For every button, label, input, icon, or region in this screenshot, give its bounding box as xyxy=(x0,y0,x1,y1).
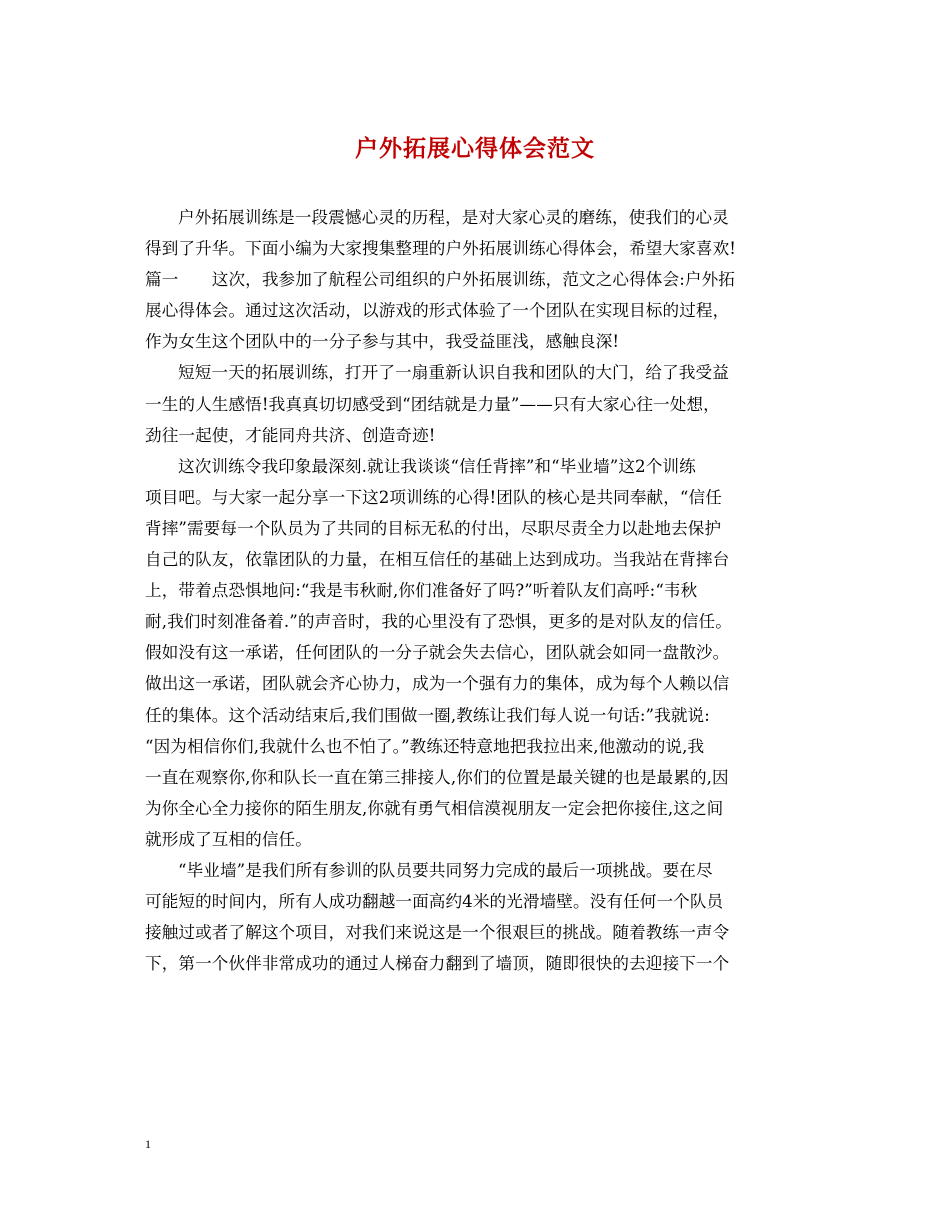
paragraph-line: 任的集体。这个活动结束后,我们围做一圈,教练让我们每人说一句话:”我就说: xyxy=(145,705,710,725)
paragraph-line: 就形成了互相的信任。 xyxy=(145,829,312,849)
document-body xyxy=(145,202,810,979)
paragraph-line: 一直在观察你,你和队长一直在第三排接人,你们的位置是最关键的也是最累的,因 xyxy=(145,767,729,787)
document-title: 户外拓展心得体会范文 xyxy=(355,135,595,162)
paragraph-line: 展心得体会。通过这次活动，以游戏的形式体验了一个团队在实现目标的过程， xyxy=(145,301,730,321)
paragraph-line: 为你全心全力接你的陌生朋友,你就有勇气相信漠视朋友一定会把你接住,这之间 xyxy=(145,798,724,818)
paragraph-line: 假如没有这一承诺，任何团队的一分子就会失去信心，团队就会如同一盘散沙。 xyxy=(145,643,730,663)
paragraph-line: “毕业墙”是我们所有参训的队员要共同努力完成的最后一项挑战。要在尽 xyxy=(178,860,713,880)
paragraph-line: 背摔”需要每一个队员为了共同的目标无私的付出，尽职尽责全力以赴地去保护 xyxy=(145,518,722,538)
paragraph-line: 自己的队友，依靠团队的力量，在相互信任的基础上达到成功。当我站在背摔台 xyxy=(145,550,730,570)
paragraph-line: 劲往一起使，才能同舟共济、创造奇迹! xyxy=(145,425,436,445)
paragraph-line: 一生的人生感悟!我真真切切感受到“团结就是力量”——只有大家心往一处想， xyxy=(145,394,720,414)
paragraph-line: 下，第一个伙伴非常成功的通过人梯奋力翻到了墙顶，随即很快的去迎接下一个 xyxy=(145,954,730,974)
paragraph-line: “因为相信你们,我就什么也不怕了。”教练还特意地把我拉出来,他激动的说,我 xyxy=(145,736,705,756)
paragraph-line: 做出这一承诺，团队就会齐心协力，成为一个强有力的集体，成为每个人赖以信 xyxy=(145,674,730,694)
paragraph-line: 户外拓展训练是一段震憾心灵的历程，是对大家心灵的磨练，使我们的心灵 xyxy=(178,208,729,227)
paragraph-line: 这次训练令我印象最深刻.就让我谈谈“信任背摔”和“毕业墙”这2个训练 xyxy=(178,456,696,476)
paragraph-line: 上，带着点恐惧地问:“我是韦秋耐,你们准备好了吗?”听着队友们高呼:“韦秋 xyxy=(145,581,698,601)
paragraph-line: 项目吧。与大家一起分享一下这2项训练的心得!团队的核心是共同奉献，“信任 xyxy=(145,487,722,507)
page-number: 1 xyxy=(145,1137,151,1151)
paragraph-line: 耐,我们时刻准备着.”的声音时，我的心里没有了恐惧，更多的是对队友的信任。 xyxy=(145,612,732,632)
paragraph-line: 篇一 这次，我参加了航程公司组织的户外拓展训练，范文之心得体会:户外拓 xyxy=(145,270,735,290)
paragraph-line: 可能短的时间内，所有人成功翻越一面高约4米的光滑墙壁。没有任何一个队员 xyxy=(145,892,724,912)
paragraph-line: 作为女生这个团队中的一分子参与其中，我受益匪浅，感触良深! xyxy=(145,332,620,352)
paragraph-line: 短短一天的拓展训练，打开了一扇重新认识自我和团队的大门，给了我受益 xyxy=(178,363,729,383)
paragraph-line: 得到了升华。下面小编为大家搜集整理的户外拓展训练心得体会，希望大家喜欢! xyxy=(145,239,737,259)
paragraph-line: 接触过或者了解这个项目，对我们来说这是一个很艰巨的挑战。随着教练一声令 xyxy=(145,923,730,943)
